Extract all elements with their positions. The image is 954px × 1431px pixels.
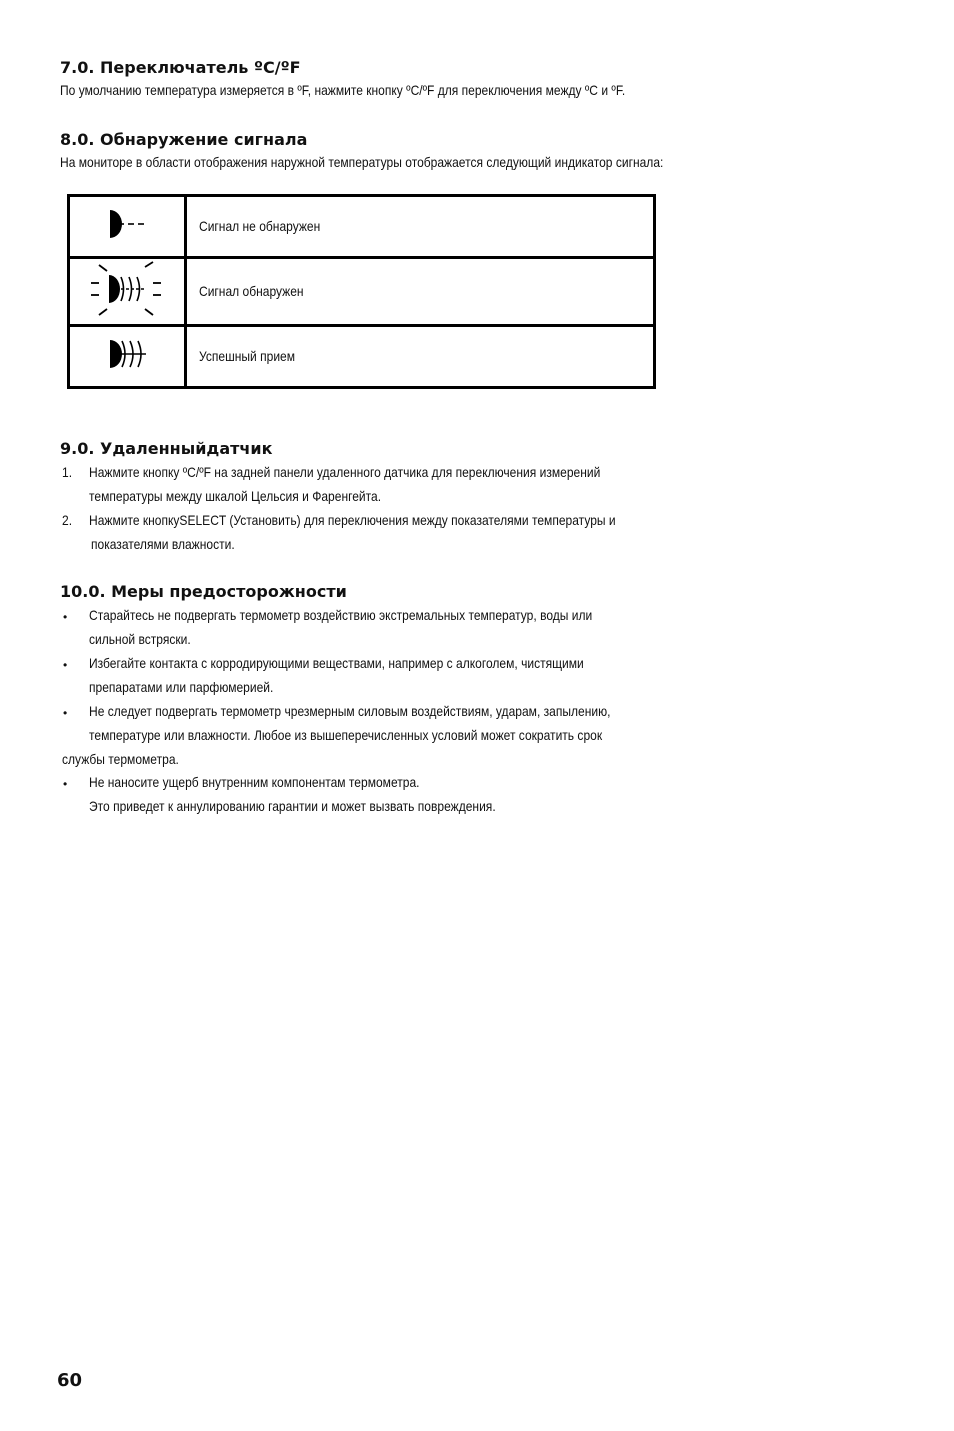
- signal-row-label: Успешный прием: [199, 347, 296, 364]
- bullet: •: [63, 658, 68, 672]
- table-row: [69, 258, 655, 326]
- list-item-text: показателями влажности.: [91, 536, 235, 552]
- table-row: [69, 326, 655, 388]
- page-number: 60: [57, 1370, 83, 1391]
- list-number: 2.: [62, 512, 73, 528]
- list-item-text: Нажмите кнопку ºC/ºF на задней панели удаленного датчика для переключения измерений: [89, 464, 601, 480]
- list-item-text: службы термометра.: [62, 751, 179, 767]
- bullet: •: [63, 610, 68, 624]
- list-item-text: Нажмите кнопкуSELECT (Установить) для переключения между показателями температуры и: [89, 512, 616, 528]
- list-item-text: температуре или влажности. Любое из вышеперечисленных условий может сократить срок: [89, 727, 603, 743]
- section-10-heading: 10.0. Меры предосторожности: [60, 582, 347, 601]
- list-item-text: сильной встряски.: [89, 631, 191, 647]
- section-8-heading: 8.0. Обнаружение сигнала: [60, 130, 308, 149]
- list-item-text: Это приведет к аннулированию гарантии и может вызвать повреждения.: [89, 798, 496, 814]
- list-item-text: Старайтесь не подвергать термометр воздействию экстремальных температур, воды или: [89, 607, 593, 623]
- section-9-heading: 9.0. Удаленныйдатчик: [60, 439, 273, 458]
- section-8-text: На мониторе в области отображения наружной температуры отображается следующий индикатор сигнала:: [60, 154, 664, 170]
- signal-none-icon: [69, 196, 186, 258]
- section-7-heading: 7.0. Переключатель ºC/ºF: [60, 58, 301, 77]
- signal-received-icon: [69, 326, 186, 388]
- section-7-text: По умолчанию температура измеряется в ºF, нажмите кнопку ºC/ºF для переключения между ºC и ºF.: [60, 82, 626, 98]
- list-item-text: температуры между шкалой Цельсия и Фаренгейта.: [89, 488, 382, 504]
- list-number: 1.: [62, 464, 73, 480]
- list-item-text: Не следует подвергать термометр чрезмерным силовым воздействиям, ударам, запылению,: [89, 703, 611, 719]
- bullet: •: [63, 706, 68, 720]
- bullet: •: [63, 777, 68, 791]
- signal-row-label: Сигнал обнаружен: [199, 282, 304, 299]
- signal-indicator-table: [67, 194, 656, 389]
- signal-searching-icon: [69, 258, 186, 326]
- signal-row-label: Сигнал не обнаружен: [199, 217, 321, 234]
- list-item-text: препаратами или парфюмерией.: [89, 679, 274, 695]
- table-row: [69, 196, 655, 258]
- list-item-text: Избегайте контакта с корродирующими веществами, например с алкоголем, чистящими: [89, 655, 584, 671]
- list-item-text: Не наносите ущерб внутренним компонентам термометра.: [89, 774, 420, 790]
